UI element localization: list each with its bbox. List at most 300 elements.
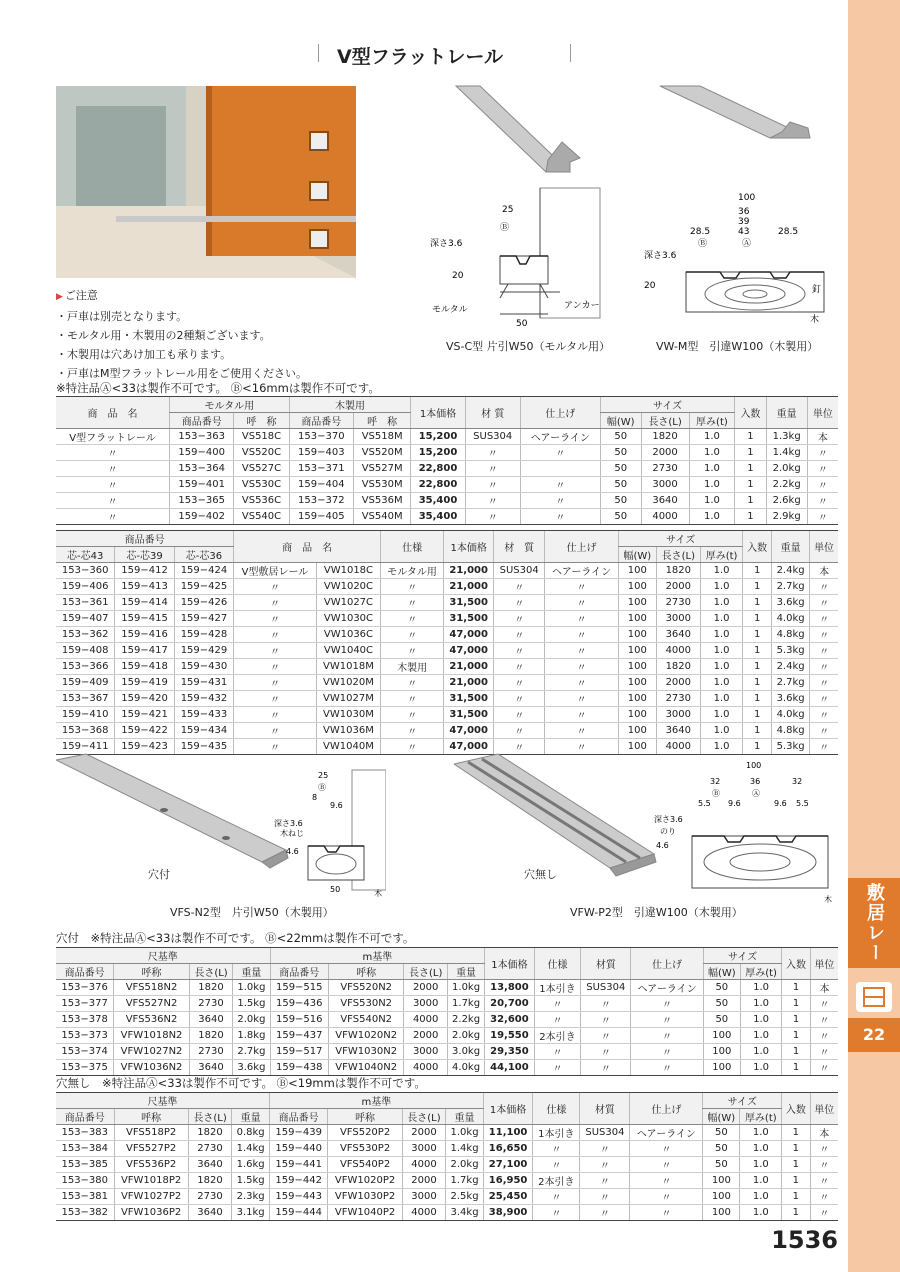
- table-cell: 〃: [581, 1044, 631, 1060]
- table-cell: 21,000: [444, 579, 494, 595]
- table-cell: 〃: [56, 477, 170, 493]
- table-cell: 3000: [402, 1189, 446, 1205]
- th-finish: 仕上げ: [545, 531, 619, 563]
- table-cell: 1.0: [740, 980, 782, 996]
- table-cell: 2730: [188, 1189, 232, 1205]
- svg-text:木: 木: [824, 895, 832, 904]
- table-cell: 159−412: [115, 563, 174, 579]
- svg-text:Ⓑ: Ⓑ: [698, 239, 708, 249]
- table-cell: 〃: [810, 739, 838, 755]
- table-row: [56, 1157, 838, 1173]
- th-length: 長さ(L): [656, 547, 700, 563]
- table1-body: [56, 429, 838, 525]
- table-cell: 2.0kg: [766, 461, 807, 477]
- table-cell: 〃: [533, 1157, 580, 1173]
- table-cell: 1.0: [740, 1173, 782, 1189]
- table-cell: 3.6kg: [772, 691, 810, 707]
- table-cell: 100: [703, 1205, 740, 1221]
- svg-text:深さ3.6: 深さ3.6: [430, 239, 463, 249]
- table-cell: 100: [619, 691, 657, 707]
- table2-body: [56, 563, 838, 755]
- table-cell: 159−422: [115, 723, 174, 739]
- th-width: 幅(W): [600, 413, 641, 429]
- table-cell: 1: [782, 980, 810, 996]
- table-cell: 159−400: [170, 445, 234, 461]
- table-cell: 1本引き: [533, 1125, 580, 1141]
- page-title: V型フラットレール: [337, 46, 503, 68]
- table-cell: 〃: [533, 1189, 580, 1205]
- table-cell: 159−429: [174, 643, 233, 659]
- table-cell: 100: [619, 643, 657, 659]
- th-code: 商品番号: [269, 1109, 328, 1125]
- table-cell: 2本引き: [533, 1173, 580, 1189]
- svg-text:モルタル: モルタル: [432, 305, 468, 315]
- th-weight: 重量: [232, 1109, 270, 1125]
- table-cell: 〃: [545, 627, 619, 643]
- table-cell: 159−411: [56, 739, 115, 755]
- table-cell: 〃: [465, 445, 520, 461]
- table-row: [56, 1060, 838, 1076]
- table-cell: VFW1030N2: [328, 1044, 404, 1060]
- table-row: [56, 1028, 838, 1044]
- table-cell: 1本引き: [534, 980, 581, 996]
- table-cell: 2.6kg: [766, 493, 807, 509]
- table-cell: 16,650: [483, 1141, 533, 1157]
- svg-text:5.5: 5.5: [796, 799, 809, 808]
- table-cell: 1.3kg: [766, 429, 807, 445]
- table-cell: 159−410: [56, 707, 115, 723]
- table-cell: 1.0: [700, 563, 742, 579]
- th-call: 呼称: [328, 964, 404, 980]
- table-row: [56, 707, 838, 723]
- table-cell: 〃: [580, 1141, 630, 1157]
- table-cell: 〃: [534, 1012, 581, 1028]
- table-cell: 〃: [810, 723, 838, 739]
- svg-text:Ⓑ: Ⓑ: [712, 789, 720, 798]
- table-cell: 〃: [465, 477, 520, 493]
- table-cell: モルタル用: [381, 563, 444, 579]
- th-unit: 単位: [810, 531, 838, 563]
- table-cell: 2000: [404, 980, 447, 996]
- table-cell: 4.0kg: [772, 611, 810, 627]
- th-finish: 仕上げ: [631, 948, 704, 980]
- table-row: [56, 675, 838, 691]
- table-cell: 1.7kg: [446, 1173, 484, 1189]
- table-cell: 153−364: [170, 461, 234, 477]
- table-cell: 1.5kg: [232, 1173, 270, 1189]
- table-cell: 〃: [234, 595, 317, 611]
- table-cell: 1: [743, 579, 772, 595]
- table-cell: 1: [743, 563, 772, 579]
- table-vw-series: [56, 530, 838, 755]
- table-cell: VFW1027P2: [114, 1189, 188, 1205]
- table-cell: 1: [782, 996, 810, 1012]
- table-cell: 29,350: [485, 1044, 534, 1060]
- table-cell: 159−442: [269, 1173, 328, 1189]
- table-cell: 50: [703, 1125, 740, 1141]
- table-cell: 159−433: [174, 707, 233, 723]
- table-cell: ヘアーライン: [520, 429, 600, 445]
- th-price: 1本価格: [485, 948, 534, 980]
- th-wood: 木製用: [289, 397, 411, 413]
- table-cell: VW1020C: [316, 579, 380, 595]
- table-cell: 159−431: [174, 675, 233, 691]
- table-cell: 50: [600, 461, 641, 477]
- notes-heading: ▶ ご注意: [56, 286, 307, 307]
- table-cell: 〃: [581, 1060, 631, 1076]
- table-cell: 〃: [534, 1044, 581, 1060]
- table-cell: 1: [743, 643, 772, 659]
- table-cell: 3640: [189, 1012, 232, 1028]
- th-code-group: 商品番号: [56, 531, 234, 547]
- table-cell: 〃: [520, 509, 600, 525]
- table-cell: 〃: [810, 611, 838, 627]
- th-width: 幅(W): [703, 1109, 740, 1125]
- vfw-caption: VFW-P2型 引違W100（木製用）: [570, 906, 743, 919]
- svg-text:20: 20: [644, 281, 656, 291]
- table-cell: 3.6kg: [233, 1060, 270, 1076]
- table-cell: 5.3kg: [772, 739, 810, 755]
- table-cell: 1.0kg: [233, 980, 270, 996]
- table-cell: 〃: [494, 707, 545, 723]
- table-cell: 1.0: [740, 1012, 782, 1028]
- table-cell: 〃: [534, 996, 581, 1012]
- table-cell: 1820: [656, 563, 700, 579]
- table-cell: V型敷居レール: [234, 563, 317, 579]
- table-cell: 1.0: [700, 707, 742, 723]
- table-cell: 1.5kg: [233, 996, 270, 1012]
- table-cell: VW1036M: [316, 723, 380, 739]
- table-cell: 〃: [810, 579, 838, 595]
- table-cell: VS530C: [234, 477, 289, 493]
- table-cell: 2.4kg: [772, 563, 810, 579]
- table-cell: 1.0: [689, 445, 735, 461]
- table-cell: 100: [619, 707, 657, 723]
- table-cell: 159−423: [115, 739, 174, 755]
- table-cell: 100: [619, 659, 657, 675]
- table-cell: 〃: [807, 461, 838, 477]
- table-cell: VW1040M: [316, 739, 380, 755]
- table-cell: 1.0: [700, 675, 742, 691]
- table-cell: 4000: [641, 509, 689, 525]
- table-cell: 4000: [402, 1157, 446, 1173]
- table-cell: 50: [600, 493, 641, 509]
- table-cell: 〃: [545, 595, 619, 611]
- table-cell: VS530M: [354, 477, 411, 493]
- th-spec: 仕様: [533, 1093, 580, 1125]
- table-cell: 100: [703, 1028, 740, 1044]
- th-thick: 厚み(t): [700, 547, 742, 563]
- table-cell: 〃: [234, 643, 317, 659]
- table-cell: 159−432: [174, 691, 233, 707]
- table-cell: 159−405: [289, 509, 353, 525]
- table-cell: 159−409: [56, 675, 115, 691]
- table-cell: [520, 461, 600, 477]
- table-cell: 1: [743, 739, 772, 755]
- table-cell: VFS518N2: [114, 980, 190, 996]
- table-cell: 1: [735, 493, 766, 509]
- table-cell: 〃: [381, 675, 444, 691]
- table4-body: [56, 1125, 838, 1221]
- table-cell: 1.0: [700, 723, 742, 739]
- svg-text:9.6: 9.6: [330, 801, 343, 810]
- table-cell: 2.4kg: [772, 659, 810, 675]
- table-cell: 153−360: [56, 563, 115, 579]
- table-cell: 21,000: [444, 563, 494, 579]
- table-cell: 22,800: [411, 477, 465, 493]
- th-shaku: 尺基準: [56, 948, 270, 964]
- table-cell: 0.8kg: [232, 1125, 270, 1141]
- notes: [56, 286, 307, 383]
- table-cell: 1: [743, 659, 772, 675]
- table-cell: 2.2kg: [766, 477, 807, 493]
- svg-text:20: 20: [452, 271, 464, 281]
- table-cell: 〃: [465, 461, 520, 477]
- table-cell: 1820: [189, 1028, 232, 1044]
- svg-text:28.5: 28.5: [778, 227, 799, 237]
- table-cell: 2000: [656, 579, 700, 595]
- table-cell: 〃: [580, 1205, 630, 1221]
- th-m-code: 商品番号: [170, 413, 234, 429]
- th-size: サイズ: [703, 948, 782, 964]
- table-cell: 2730: [656, 691, 700, 707]
- svg-text:深さ3.6: 深さ3.6: [654, 815, 683, 824]
- table-cell: 50: [600, 445, 641, 461]
- vwm-caption: VW-M型 引違W100（木製用）: [656, 340, 819, 353]
- table-cell: 1.0: [700, 579, 742, 595]
- table-row: [56, 1044, 838, 1060]
- side-tab-label: 敷居レール: [848, 878, 900, 968]
- table-cell: 〃: [56, 493, 170, 509]
- table-cell: 1.0: [740, 1189, 782, 1205]
- table-cell: 159−404: [289, 477, 353, 493]
- table-cell: 4.0kg: [772, 707, 810, 723]
- table-cell: 3000: [404, 1044, 447, 1060]
- svg-text:100: 100: [746, 761, 762, 770]
- table-cell: 1: [743, 611, 772, 627]
- table-cell: 〃: [545, 675, 619, 691]
- table-cell: VFW1040P2: [328, 1205, 402, 1221]
- table-cell: 〃: [630, 1205, 703, 1221]
- table-row: [56, 627, 838, 643]
- table-cell: 100: [703, 1044, 740, 1060]
- table-cell: 159−408: [56, 643, 115, 659]
- th-m: m基準: [269, 1093, 483, 1109]
- table-cell: 2.2kg: [447, 1012, 484, 1028]
- table-cell: 153−374: [56, 1044, 114, 1060]
- table-cell: 1: [743, 707, 772, 723]
- table-row: [56, 980, 838, 996]
- th-code: 商品番号: [270, 964, 328, 980]
- table-cell: 〃: [494, 643, 545, 659]
- table-cell: 〃: [810, 691, 838, 707]
- table-cell: 〃: [56, 509, 170, 525]
- table-cell: 100: [619, 675, 657, 691]
- table-cell: 159−417: [115, 643, 174, 659]
- table-cell: 159−415: [115, 611, 174, 627]
- table-cell: 159−441: [269, 1157, 328, 1173]
- table-cell: 2.3kg: [232, 1189, 270, 1205]
- table-cell: 〃: [234, 659, 317, 675]
- table-cell: 1.0: [700, 659, 742, 675]
- table-cell: 1820: [188, 1125, 232, 1141]
- table-cell: VS540C: [234, 509, 289, 525]
- table-cell: 2.5kg: [446, 1189, 484, 1205]
- table-cell: 100: [619, 739, 657, 755]
- table-cell: 3640: [641, 493, 689, 509]
- table-cell: 50: [703, 996, 740, 1012]
- table-cell: 〃: [580, 1173, 630, 1189]
- table-cell: 100: [619, 627, 657, 643]
- table-cell: 〃: [381, 627, 444, 643]
- svg-text:36: 36: [738, 207, 750, 217]
- th-c39: 芯-芯39: [115, 547, 174, 563]
- table-cell: 22,800: [411, 461, 465, 477]
- table-cell: 〃: [545, 707, 619, 723]
- table-cell: 3.6kg: [772, 595, 810, 611]
- table-cell: 〃: [810, 996, 838, 1012]
- table-cell: 1: [782, 1157, 810, 1173]
- table-cell: 〃: [533, 1205, 580, 1221]
- table-cell: 25,450: [483, 1189, 533, 1205]
- svg-text:9.6: 9.6: [728, 799, 741, 808]
- table-cell: VW1018M: [316, 659, 380, 675]
- table-cell: VW1036C: [316, 627, 380, 643]
- table-cell: 21,000: [444, 675, 494, 691]
- table-row: [56, 509, 838, 525]
- table-cell: 木製用: [381, 659, 444, 675]
- table-row: [56, 643, 838, 659]
- table-cell: 1: [735, 445, 766, 461]
- table-cell: 153−378: [56, 1012, 114, 1028]
- table-row: [56, 996, 838, 1012]
- table-cell: 〃: [465, 509, 520, 525]
- table-cell: 153−363: [170, 429, 234, 445]
- svg-text:4.6: 4.6: [286, 847, 299, 856]
- table-cell: 100: [619, 611, 657, 627]
- table-cell: 153−371: [289, 461, 353, 477]
- table-vf-noholed: [56, 1092, 838, 1221]
- table-cell: 〃: [545, 739, 619, 755]
- vfs-figure: [56, 750, 386, 900]
- th-price: 1本価格: [411, 397, 465, 429]
- table-cell: 31,500: [444, 707, 494, 723]
- table-cell: 159−424: [174, 563, 233, 579]
- th-material: 材 質: [494, 531, 545, 563]
- table-cell: 〃: [581, 996, 631, 1012]
- table-cell: 1: [782, 1044, 810, 1060]
- table-cell: 50: [703, 1141, 740, 1157]
- table-cell: 159−428: [174, 627, 233, 643]
- table-row: [56, 429, 838, 445]
- table-cell: 1: [782, 1060, 810, 1076]
- table-cell: VFW1020N2: [328, 1028, 404, 1044]
- th-call: 呼称: [328, 1109, 402, 1125]
- th-code: 商品番号: [56, 964, 114, 980]
- th-name: 商 品 名: [234, 531, 381, 563]
- th-finish: 仕上げ: [520, 397, 600, 429]
- table-cell: 1.0: [689, 429, 735, 445]
- table-cell: 15,200: [411, 445, 465, 461]
- table-cell: 32,600: [485, 1012, 534, 1028]
- table-row: [56, 1173, 838, 1189]
- title-rule-right: [570, 44, 571, 62]
- table-cell: 3640: [188, 1157, 232, 1173]
- th-c36: 芯-芯36: [174, 547, 233, 563]
- table-cell: 159−439: [269, 1125, 328, 1141]
- th-c43: 芯-芯43: [56, 547, 115, 563]
- table-cell: 3000: [641, 477, 689, 493]
- table-cell: 〃: [381, 611, 444, 627]
- table-cell: 〃: [807, 477, 838, 493]
- table-cell: 〃: [56, 461, 170, 477]
- vwm-figure: [640, 82, 830, 332]
- table-cell: 2000: [656, 675, 700, 691]
- table-cell: 159−418: [115, 659, 174, 675]
- table-cell: 47,000: [444, 627, 494, 643]
- table-cell: 31,500: [444, 595, 494, 611]
- table-cell: VW1020M: [316, 675, 380, 691]
- table-cell: 1: [743, 627, 772, 643]
- table-cell: 21,000: [444, 659, 494, 675]
- th-call: 呼称: [114, 1109, 188, 1125]
- table-cell: 2000: [402, 1173, 446, 1189]
- table-cell: 〃: [807, 445, 838, 461]
- table-cell: 2.7kg: [772, 675, 810, 691]
- table-cell: 159−430: [174, 659, 233, 675]
- th-w-code: 商品番号: [289, 413, 353, 429]
- th-unit: 単位: [810, 948, 838, 980]
- table-cell: 1: [782, 1173, 810, 1189]
- table4-note: 穴無し ※特注品Ⓐ<33は製作不可です。 Ⓑ<19mmは製作不可です。: [56, 1076, 426, 1090]
- table-cell: 1.0: [700, 627, 742, 643]
- table-row: [56, 1189, 838, 1205]
- table-cell: 〃: [381, 739, 444, 755]
- table-cell: SUS304: [580, 1125, 630, 1141]
- table-cell: 〃: [630, 1157, 703, 1173]
- table-cell: VW1018C: [316, 563, 380, 579]
- table-cell: 〃: [494, 739, 545, 755]
- table-cell: 1.0: [700, 595, 742, 611]
- table-cell: 1.0: [700, 611, 742, 627]
- table-cell: 2730: [189, 996, 232, 1012]
- table-cell: 〃: [810, 1060, 838, 1076]
- table-cell: SUS304: [581, 980, 631, 996]
- table-cell: 20,700: [485, 996, 534, 1012]
- table-cell: VFS527P2: [114, 1141, 188, 1157]
- th-qty: 入数: [782, 948, 810, 980]
- table-cell: 〃: [631, 1012, 704, 1028]
- table-cell: 159−401: [170, 477, 234, 493]
- table-cell: 1.0: [689, 509, 735, 525]
- table-cell: 1820: [189, 980, 232, 996]
- th-material: 材質: [581, 948, 631, 980]
- table-cell: 16,950: [483, 1173, 533, 1189]
- table-cell: 44,100: [485, 1060, 534, 1076]
- table-cell: 159−425: [174, 579, 233, 595]
- table-row: [56, 493, 838, 509]
- th-code: 商品番号: [56, 1109, 114, 1125]
- table-cell: 〃: [581, 1012, 631, 1028]
- th-price: 1本価格: [483, 1093, 533, 1125]
- table-cell: 11,100: [483, 1125, 533, 1141]
- table-cell: 1: [782, 1141, 810, 1157]
- table-cell: SUS304: [465, 429, 520, 445]
- svg-text:100: 100: [738, 193, 756, 203]
- table-cell: 4000: [404, 1060, 447, 1076]
- table-cell: 〃: [545, 691, 619, 707]
- table-cell: 〃: [810, 675, 838, 691]
